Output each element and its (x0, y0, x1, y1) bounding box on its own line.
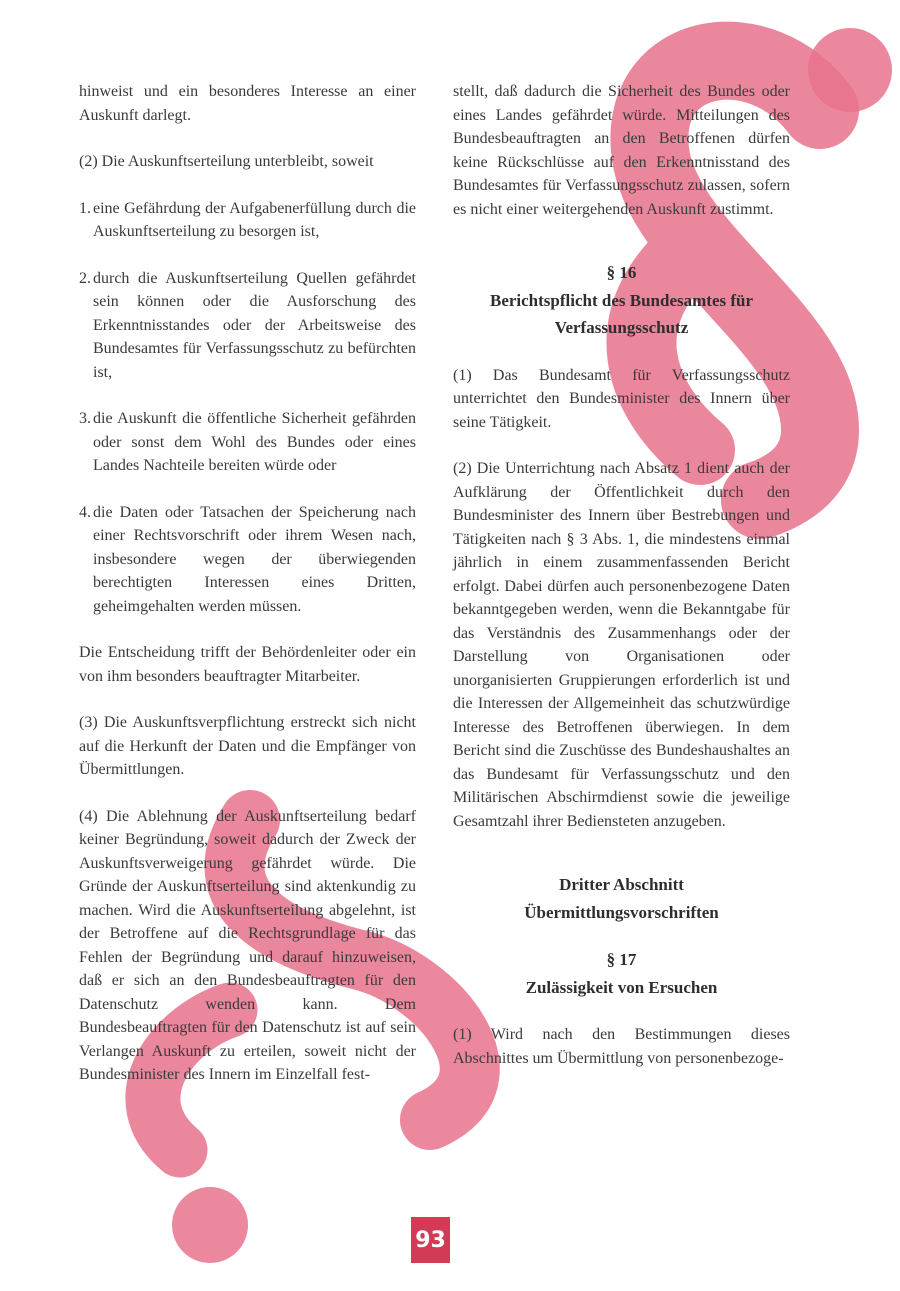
paragraph-s16-abs1: (1) Das Bundesamt für Verfassungsschutz unterrichtet den Bundesminister des Innern über seine Tätigkeit. (453, 366, 790, 431)
list-item (79, 267, 416, 385)
left-column (79, 80, 416, 1110)
chapter-heading (453, 873, 790, 924)
paragraph-continuation: stellt, daß dadurch die Sicherheit des Bundes oder eines Landes gefährdet würde. Mitteilungen des Bundesbeauftragten an den Betroffenen dürfen keine Rückschlüsse auf den Erkenntnisstand des Bundesamtes für Verfassungsschutz zulassen, sofern es nicht einer weitergehenden Auskunft zustimmt. (453, 83, 790, 218)
list-item-text: die Daten oder Tatsachen der Speicherung nach einer Rechtsvorschrift oder ihrem Wesen nach, insbesondere wegen der überwiegenden berechtigten Interessen eines Dritten, geheimgehalten werden müssen. (93, 503, 416, 615)
chapter-title: Dritter Abschnitt (559, 875, 684, 894)
chapter-subtitle: Übermittlungsvorschriften (524, 902, 719, 922)
section-title-line1: Berichtspflicht des Bundesamtes für (489, 290, 754, 310)
section-title-line2: Verfassungsschutz (554, 318, 689, 337)
section-number: § 16 (606, 263, 637, 282)
page-number: 93 (411, 1217, 450, 1263)
list-item (79, 407, 416, 478)
paragraph-abs4: (4) Die Ablehnung der Auskunftserteilung bedarf keiner Begründung, soweit dadurch der Zweck der Auskunftsverweigerung gefährdet würde. Die Gründe der Auskunftserteilung sind aktenkundig zu machen. Wird die Auskunftserteilung abgelehnt, ist der Betroffene auf die Rechtsgrundlage für das Fehlen der Begründung und darauf hinzuweisen, daß er sich an den Bundesbeauftragten für den Datenschutz wenden kann. Dem Bundesbeauftragten für den Datenschutz ist auf sein Verlangen Auskunft zu erteilen, soweit nicht der Bundesminister des Innern im Einzelfall fest- (79, 807, 416, 1083)
list-item-text: durch die Auskunftserteilung Quellen gefährdet sein können oder die Ausforschung des Erkenntnisstandes oder der Arbeitsweise des Bundesamtes für Verfassungsschutz zu befürchten ist, (93, 269, 416, 381)
paragraph-intro: hinweist und ein besonderes Interesse an einer Auskunft darlegt. (79, 83, 416, 124)
list-item (79, 501, 416, 619)
paragraph-s16-abs2: (2) Die Unterrichtung nach Absatz 1 dient auch der Aufklärung der Öffentlichkeit durch den Bundesminister des Innern über Bestrebungen und Tätigkeiten nach § 3 Abs. 1, die mindestens einmal jährlich in einem zusammenfassenden Bericht erfolgt. Dabei dürfen auch personenbezogene Daten bekanntgegeben werden, wenn die Bekanntgabe für das Verständnis des Zusammenhangs oder der Darstellung von Organisationen oder unorganisierten Gruppierungen erforderlich ist und die Interessen der Allgemeinheit das schutzwürdige Interesse des Betroffenen überwiegen. In dem Bericht sind die Zuschüsse des Bundeshaushaltes an das Bundesamt für Verfassungsschutz und den Militärischen Abschirmdienst sowie die jeweilige Gesamtzahl ihrer Bediensteten anzugeben. (453, 460, 790, 830)
list-item-text: die Auskunft die öffentliche Sicherheit gefährden oder sonst dem Wohl des Bundes oder eines Landes Nachteile bereiten würde oder (93, 410, 416, 474)
section-16-heading (453, 261, 790, 340)
list-item-text: eine Gefährdung der Aufgabenerfüllung durch die Auskunftserteilung zu besorgen ist, (93, 199, 416, 240)
paragraph-s17-abs1: (1) Wird nach den Bestimmungen dieses Abschnittes um Übermittlung von personenbezoge- (453, 1026, 790, 1067)
paragraph-abs2: (2) Die Auskunftserteilung unterbleibt, soweit (79, 153, 374, 170)
list-item-number: 4. (79, 503, 91, 521)
section-title: Zulässigkeit von Ersuchen (525, 977, 718, 997)
right-column (453, 80, 790, 1093)
list-item (79, 197, 416, 244)
paragraph-abs3: (3) Die Auskunftsverpflichtung erstreckt sich nicht auf die Herkunft der Daten und die Empfänger von Übermittlungen. (79, 714, 416, 778)
section-number: § 17 (606, 950, 637, 969)
list-item-number: 1. (79, 199, 91, 217)
list-item-number: 2. (79, 269, 91, 287)
paragraph-decision: Die Entscheidung trifft der Behördenleiter oder ein von ihm besonders beauftragter Mitarbeiter. (79, 644, 416, 685)
list-item-number: 3. (79, 410, 91, 427)
section-17-heading (453, 948, 790, 999)
